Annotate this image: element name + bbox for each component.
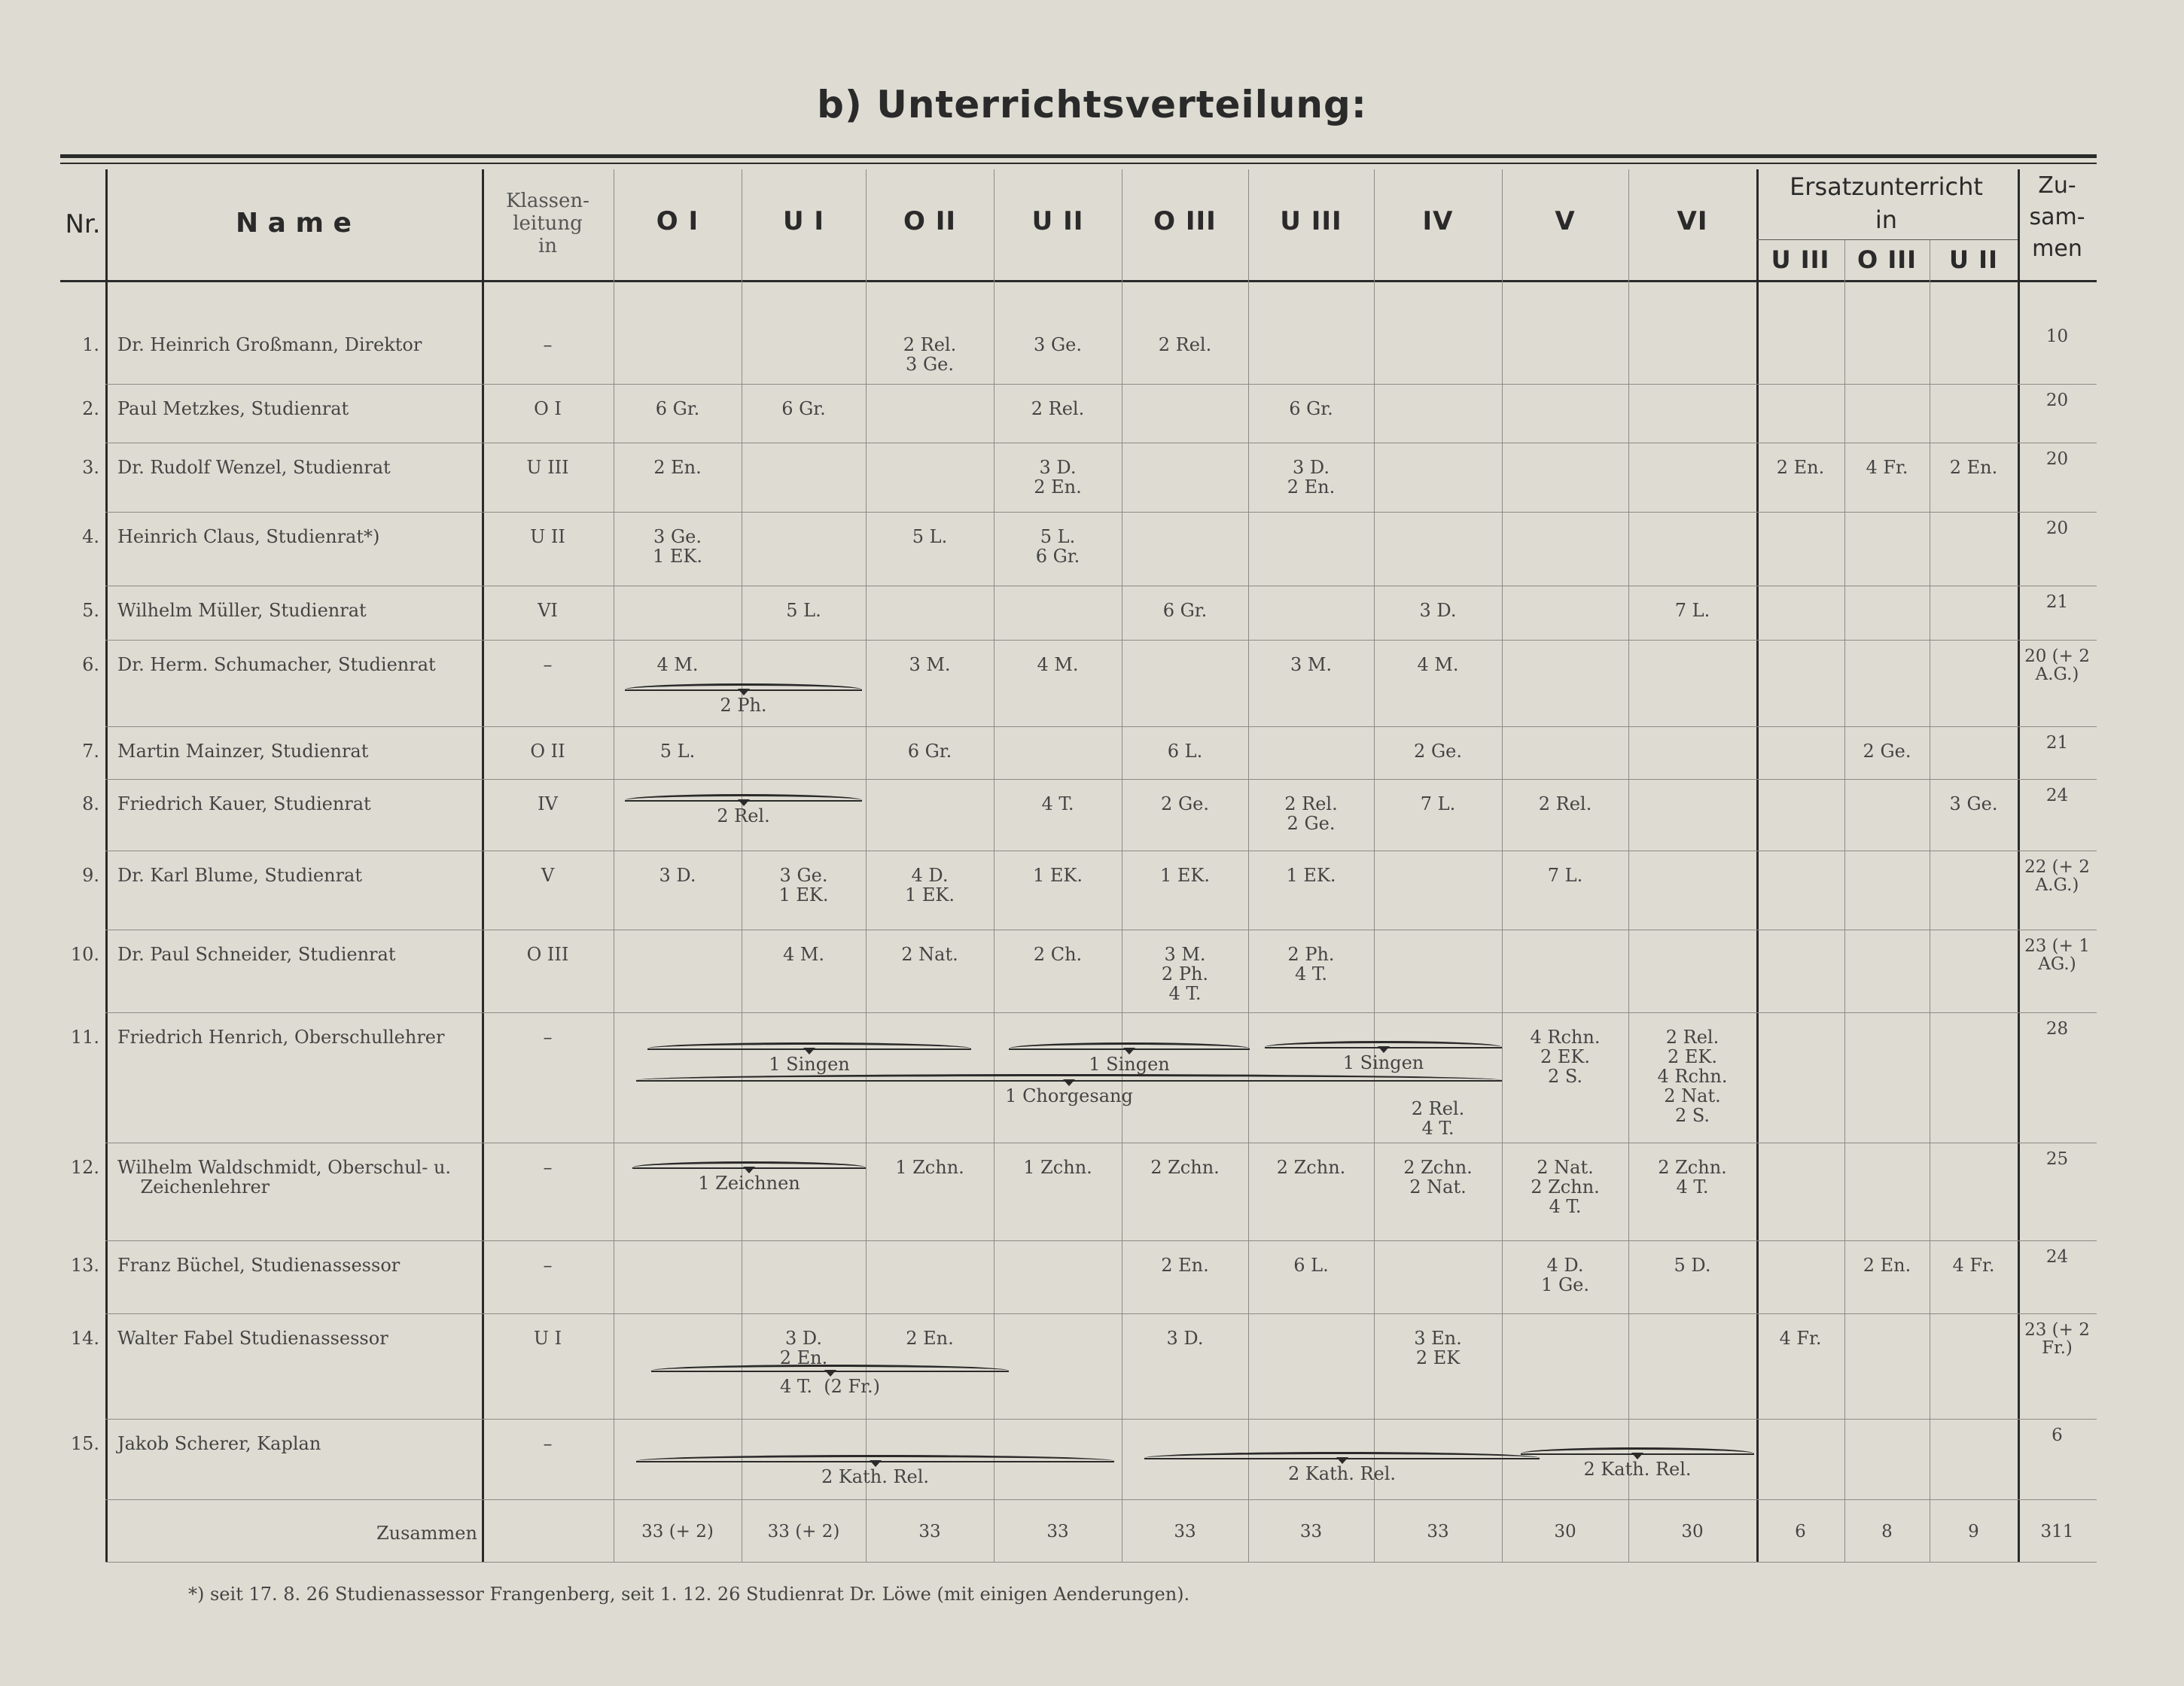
- row-total: 24: [2045, 786, 2069, 805]
- header-zusammen: Zu- sam- men: [2029, 172, 2085, 262]
- cell-uii: 5 L. 6 Gr.: [1035, 526, 1080, 567]
- cell-oiii: 6 Gr.: [1162, 600, 1208, 621]
- cell-iv: 4 M.: [1417, 654, 1459, 675]
- cell-oi: 3 Ge. 1 EK.: [653, 526, 702, 567]
- cell-oi: 5 L.: [659, 741, 696, 762]
- row-name: Friedrich Kauer, Studienrat: [117, 793, 371, 814]
- cell-oi: 4 M.: [656, 654, 699, 675]
- brace-physik-label: 2 Ph.: [720, 695, 767, 716]
- cell-oii: 2 En.: [906, 1328, 954, 1349]
- row-name: Dr. Heinrich Großmann, Direktor: [117, 334, 422, 355]
- cell-oiii: 6 L.: [1167, 741, 1203, 762]
- cell-v: 4 Rchn. 2 EK. 2 S.: [1530, 1027, 1601, 1087]
- row-total: 24: [2045, 1247, 2069, 1267]
- row-rule: [105, 1562, 2097, 1563]
- cell-e_oiii: 2 Ge.: [1863, 741, 1911, 762]
- column-rule: [1844, 239, 1845, 1562]
- brace-singen-3-label: 1 Singen: [1342, 1052, 1424, 1073]
- row-rule: [105, 726, 2097, 727]
- cell-iv: 7 L.: [1420, 793, 1456, 814]
- cell-oiii: 2 Rel.: [1158, 334, 1212, 355]
- header-ersatz-e_oiii: O III: [1857, 245, 1917, 274]
- cell-iv: 2 Zchn. 2 Nat.: [1403, 1157, 1473, 1198]
- header-class-oiii: O III: [1153, 206, 1217, 236]
- row-name: Paul Metzkes, Studienrat: [117, 398, 349, 419]
- row-rule: [105, 1012, 2097, 1013]
- row-nr: 15.: [70, 1433, 99, 1454]
- row-klassenleitung: –: [543, 1157, 553, 1178]
- row-klassenleitung: V: [541, 865, 555, 886]
- row-total: 22 (+ 2 A.G.): [2024, 857, 2090, 895]
- footnote: *) seit 17. 8. 26 Studienassessor Frangenberg, seit 1. 12. 26 Studienrat Dr. Löwe (mit einigen Aenderungen).: [188, 1584, 1190, 1605]
- row-klassenleitung: –: [543, 654, 553, 675]
- cell-uii: 4 T.: [1041, 793, 1074, 814]
- page-title: b) Unterrichtsverteilung:: [817, 83, 1367, 126]
- cell-e_uii: 4 Fr.: [1952, 1255, 1995, 1276]
- row-klassenleitung: U II: [530, 526, 565, 547]
- header-class-vi: VI: [1677, 206, 1708, 236]
- total-v: 30: [1554, 1522, 1576, 1541]
- cell-oi: 2 En.: [653, 457, 702, 478]
- row-klassenleitung: O I: [534, 398, 562, 419]
- cell-oiii: 2 En.: [1161, 1255, 1209, 1276]
- total-oiii: 33: [1174, 1522, 1196, 1541]
- brace-zeichnen-label: 1 Zeichnen: [698, 1173, 800, 1194]
- cell-e_uii: 3 Ge.: [1949, 793, 1998, 814]
- total-oii: 33: [918, 1522, 941, 1541]
- row-name: Dr. Karl Blume, Studienrat: [117, 865, 363, 886]
- cell-uii: 2 Ch.: [1033, 944, 1083, 965]
- row-nr: 2.: [82, 398, 99, 419]
- cell-oii: 3 M.: [909, 654, 951, 675]
- row-nr: 9.: [82, 865, 99, 886]
- row-klassenleitung: –: [543, 1255, 553, 1276]
- row-name: Martin Mainzer, Studienrat: [117, 741, 369, 762]
- header-ersatz-e_uii: U II: [1949, 245, 1998, 274]
- cell-uii: 3 D. 2 En.: [1034, 457, 1082, 498]
- row-total: 10: [2045, 327, 2069, 346]
- row-total: 21: [2045, 733, 2069, 753]
- cell-iv: 2 Rel. 4 T.: [1411, 1098, 1465, 1139]
- top-rule-thin: [60, 163, 2097, 164]
- total-vi: 30: [1681, 1522, 1704, 1541]
- cell-ui: 3 Ge. 1 EK.: [778, 865, 829, 905]
- ersatz-divider: [1756, 239, 2018, 240]
- row-nr: 1.: [82, 334, 99, 355]
- brace-singen-2-label: 1 Singen: [1089, 1054, 1170, 1075]
- total-total: 311: [2040, 1522, 2074, 1541]
- row-nr: 5.: [82, 600, 99, 621]
- row-total: 23 (+ 2 Fr.): [2024, 1320, 2090, 1358]
- row-rule: [105, 779, 2097, 780]
- cell-uii: 1 Zchn.: [1023, 1157, 1092, 1178]
- row-klassenleitung: –: [543, 334, 553, 355]
- row-total: 6: [2051, 1426, 2063, 1445]
- row-total: 28: [2045, 1019, 2069, 1039]
- row-klassenleitung: U III: [526, 457, 569, 478]
- row-name: Jakob Scherer, Kaplan: [117, 1433, 321, 1454]
- header-class-uii: U II: [1031, 206, 1084, 236]
- brace-kath-rel-3-label: 2 Kath. Rel.: [1583, 1459, 1692, 1480]
- row-name: Walter Fabel Studienassessor: [117, 1328, 388, 1349]
- row-total: 23 (+ 1 AG.): [2024, 936, 2090, 974]
- cell-uiii: 2 Zchn.: [1276, 1157, 1346, 1178]
- column-rule: [1756, 169, 1759, 1562]
- cell-oiii: 3 M. 2 Ph. 4 T.: [1161, 944, 1209, 1004]
- header-class-oi: O I: [656, 206, 699, 236]
- cell-ui: 3 D. 2 En.: [779, 1328, 828, 1368]
- row-nr: 8.: [82, 793, 99, 814]
- header-class-v: V: [1555, 206, 1576, 236]
- cell-ui: 4 M.: [782, 944, 825, 965]
- column-rule: [105, 169, 108, 1562]
- row-total: 21: [2045, 592, 2069, 612]
- row-total: 20 (+ 2 A.G.): [2024, 647, 2090, 684]
- total-e_uii: 9: [1968, 1522, 1979, 1541]
- cell-oiii: 2 Ge.: [1161, 793, 1209, 814]
- row-klassenleitung: –: [543, 1027, 553, 1048]
- cell-oiii: 2 Zchn.: [1150, 1157, 1220, 1178]
- cell-iv: 2 Ge.: [1414, 741, 1462, 762]
- header-class-uiii: U III: [1280, 206, 1342, 236]
- cell-oi: 3 D.: [659, 865, 696, 886]
- cell-oiii: 3 D.: [1166, 1328, 1204, 1349]
- column-rule: [1628, 169, 1629, 1562]
- row-name: Wilhelm Waldschmidt, Oberschul- u. Zeichenlehrer: [117, 1157, 452, 1198]
- row-klassenleitung: –: [543, 1433, 553, 1454]
- cell-uii: 3 Ge.: [1034, 334, 1082, 355]
- row-name: Dr. Paul Schneider, Studienrat: [117, 944, 396, 965]
- cell-vi: 7 L.: [1674, 600, 1710, 621]
- cell-v: 4 D. 1 Ge.: [1541, 1255, 1589, 1295]
- header-ersatz: Ersatzunterricht in: [1790, 172, 1983, 234]
- totals-label: Zusammen: [376, 1523, 477, 1544]
- row-nr: 7.: [82, 741, 99, 762]
- row-nr: 3.: [82, 457, 99, 478]
- brace-chorgesang-label: 1 Chorgesang: [1005, 1085, 1133, 1106]
- cell-vi: 5 D.: [1674, 1255, 1711, 1276]
- row-klassenleitung: VI: [538, 600, 558, 621]
- row-total: 20: [2045, 519, 2069, 538]
- row-rule: [105, 1313, 2097, 1314]
- row-klassenleitung: IV: [538, 793, 558, 814]
- row-nr: 11.: [70, 1027, 99, 1048]
- brace-kath-rel-1-label: 2 Kath. Rel.: [821, 1466, 930, 1487]
- row-name: Dr. Herm. Schumacher, Studienrat: [117, 654, 436, 675]
- header-class-iv: IV: [1422, 206, 1454, 236]
- cell-e_oiii: 4 Fr.: [1866, 457, 1908, 478]
- cell-oii: 1 Zchn.: [895, 1157, 964, 1178]
- cell-oiii: 1 EK.: [1160, 865, 1210, 886]
- row-rule: [105, 1499, 2097, 1500]
- cell-uiii: 1 EK.: [1286, 865, 1336, 886]
- total-uiii: 33: [1299, 1522, 1323, 1541]
- cell-e_uiii: 2 En.: [1776, 457, 1825, 478]
- cell-uiii: 6 L.: [1293, 1255, 1329, 1276]
- header-ersatz-e_uiii: U III: [1771, 245, 1830, 274]
- row-nr: 6.: [82, 654, 99, 675]
- row-nr: 12.: [70, 1157, 99, 1178]
- row-klassenleitung: O III: [526, 944, 569, 965]
- row-nr: 10.: [70, 944, 99, 965]
- cell-uiii: 6 Gr.: [1289, 398, 1333, 419]
- cell-e_oiii: 2 En.: [1863, 1255, 1911, 1276]
- cell-vi: 2 Zchn. 4 T.: [1658, 1157, 1727, 1198]
- header-class-oii: O II: [903, 206, 957, 236]
- total-iv: 33: [1427, 1522, 1449, 1541]
- cell-oii: 4 D. 1 EK.: [905, 865, 955, 905]
- cell-oii: 5 L.: [912, 526, 948, 547]
- row-total: 25: [2045, 1149, 2069, 1169]
- row-rule: [105, 1240, 2097, 1241]
- row-name: Friedrich Henrich, Oberschullehrer: [117, 1027, 445, 1048]
- cell-iv: 3 D.: [1419, 600, 1457, 621]
- row-name: Heinrich Claus, Studienrat*): [117, 526, 380, 547]
- cell-oii: 2 Rel. 3 Ge.: [903, 334, 957, 375]
- cell-v: 2 Rel.: [1538, 793, 1592, 814]
- header-class-ui: U I: [782, 206, 825, 236]
- total-oi: 33 (+ 2): [641, 1522, 714, 1541]
- header-bottom-rule: [60, 280, 2097, 282]
- top-rule: [60, 154, 2097, 158]
- row-rule: [105, 1419, 2097, 1420]
- cell-vi: 2 Rel. 2 EK. 4 Rchn. 2 Nat. 2 S.: [1657, 1027, 1728, 1126]
- header-nr: Nr.: [65, 209, 101, 239]
- total-e_oiii: 8: [1881, 1522, 1893, 1541]
- cell-uiii: 2 Rel. 2 Ge.: [1284, 793, 1338, 834]
- brace-religion-label: 2 Rel.: [717, 805, 770, 826]
- row-name: Franz Büchel, Studienassessor: [117, 1255, 401, 1276]
- cell-uii: 1 EK.: [1033, 865, 1083, 886]
- cell-v: 2 Nat. 2 Zchn. 4 T.: [1531, 1157, 1600, 1217]
- cell-uiii: 3 M.: [1290, 654, 1333, 675]
- row-total: 20: [2045, 449, 2069, 469]
- row-total: 20: [2045, 391, 2069, 410]
- cell-oii: 2 Nat.: [901, 944, 958, 965]
- cell-uii: 4 M.: [1037, 654, 1079, 675]
- total-uii: 33: [1046, 1522, 1069, 1541]
- cell-ui: 5 L.: [786, 600, 821, 621]
- row-rule: [105, 640, 2097, 641]
- row-klassenleitung: U I: [533, 1328, 562, 1349]
- row-nr: 14.: [70, 1328, 99, 1349]
- row-klassenleitung: O II: [530, 741, 565, 762]
- row-nr: 4.: [82, 526, 99, 547]
- cell-iv: 3 En. 2 EK: [1414, 1328, 1462, 1368]
- brace-turnen-label: 4 T. (2 Fr.): [779, 1376, 880, 1397]
- total-e_uiii: 6: [1795, 1522, 1806, 1541]
- row-rule: [105, 512, 2097, 513]
- brace-singen-1-label: 1 Singen: [769, 1054, 850, 1075]
- cell-uiii: 2 Ph. 4 T.: [1287, 944, 1335, 985]
- cell-e_uiii: 4 Fr.: [1779, 1328, 1822, 1349]
- cell-v: 7 L.: [1547, 865, 1583, 886]
- row-nr: 13.: [70, 1255, 99, 1276]
- cell-ui: 6 Gr.: [781, 398, 826, 419]
- header-klassenleitung: Klassen- leitung in: [506, 190, 589, 257]
- total-ui: 33 (+ 2): [767, 1522, 840, 1541]
- cell-uii: 2 Rel.: [1031, 398, 1085, 419]
- row-name: Wilhelm Müller, Studienrat: [117, 600, 367, 621]
- header-name: N a m e: [236, 208, 352, 239]
- cell-e_uii: 2 En.: [1949, 457, 1998, 478]
- cell-uiii: 3 D. 2 En.: [1287, 457, 1336, 498]
- row-name: Dr. Rudolf Wenzel, Studienrat: [117, 457, 391, 478]
- cell-oii: 6 Gr.: [907, 741, 952, 762]
- row-rule: [105, 384, 2097, 385]
- cell-oi: 6 Gr.: [655, 398, 700, 419]
- brace-kath-rel-2-label: 2 Kath. Rel.: [1287, 1463, 1397, 1484]
